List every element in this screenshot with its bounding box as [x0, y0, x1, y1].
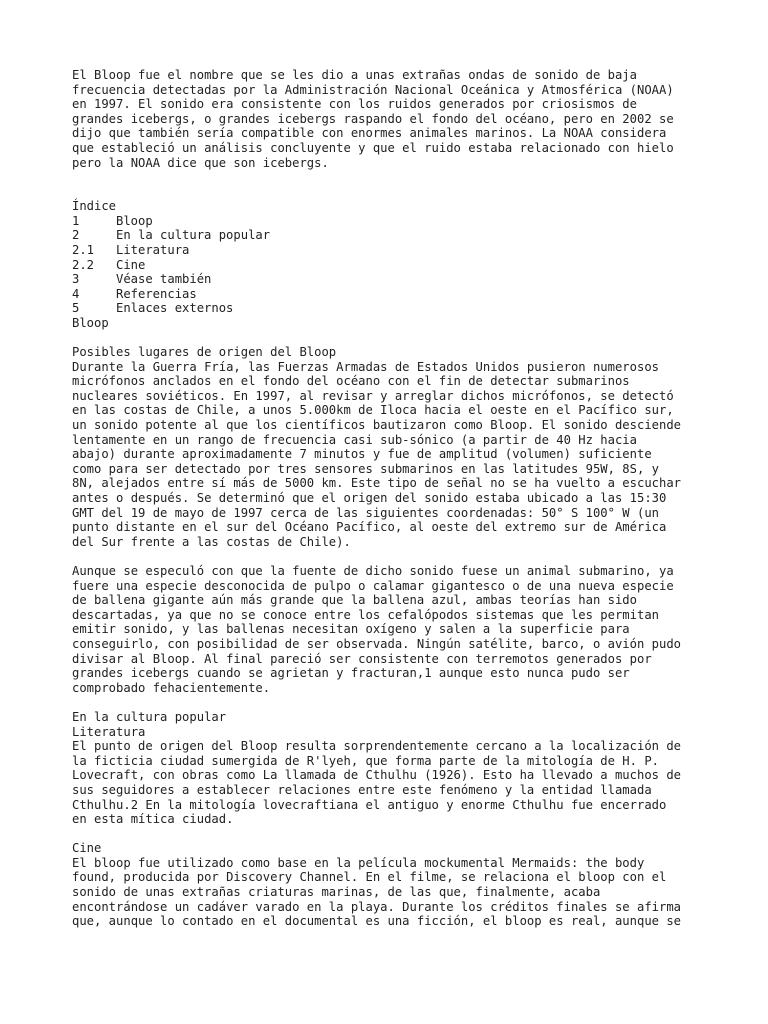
- text-line: un sonido potente al que los científicos bautizaron como Bloop. El sonido desciende: [72, 418, 682, 433]
- text-line: sonido de unas extrañas criaturas marinas, de las que, finalmente, acaba: [72, 885, 601, 900]
- cinema-paragraph: [72, 856, 712, 929]
- toc-item[interactable]: [72, 301, 712, 316]
- text-line: Durante la Guerra Fría, las Fuerzas Armadas de Estados Unidos pusieron numerosos: [72, 359, 659, 374]
- subsection-heading-literature: Literatura: [72, 724, 146, 739]
- text-line: micrófonos anclados en el fondo del océano con el fin de detectar submarinos: [72, 374, 630, 389]
- text-line: grandes icebergs cuando se agrietan y fracturan,1 aunque esto nunca pudo ser: [72, 666, 630, 681]
- toc-item-number: 2.1: [72, 242, 95, 257]
- text-line: GMT del 19 de mayo de 1997 cerca de las siguientes coordenadas: 50° S 100° W (un: [72, 505, 659, 520]
- origin-paragraph: [72, 360, 712, 550]
- text-line: lentamente en un rango de frecuencia casi sub-sónico (a partir de 40 Hz hacia: [72, 432, 637, 447]
- toc-item-number: 2: [72, 228, 80, 243]
- toc-item[interactable]: [72, 214, 712, 229]
- text-line: El bloop fue utilizado como base en la película mockumental Mermaids: the body: [72, 855, 645, 870]
- toc-item[interactable]: [72, 243, 712, 258]
- text-line: Cthulhu.2 En la mitología lovecraftiana el antiguo y enorme Cthulhu fue encerrado: [72, 797, 667, 812]
- toc-item[interactable]: [72, 258, 712, 273]
- speculation-paragraph: [72, 564, 712, 695]
- toc-item-label: Referencias: [116, 286, 197, 301]
- text-line: en 1997. El sonido era consistente con los ruidos generados por criosismos de: [72, 97, 637, 112]
- toc-item-label: Véase también: [116, 272, 212, 287]
- text-line: fuere una especie desconocida de pulpo o calamar gigantesco o de una nueva especie: [72, 578, 674, 593]
- section-heading-culture: En la cultura popular: [72, 709, 227, 724]
- text-line: la ficticia ciudad sumergida de R'lyeh, que forma parte de la mitología de H. P.: [72, 753, 659, 768]
- text-line: en esta mítica ciudad.: [72, 812, 234, 827]
- text-line: que, aunque lo contado en el documental es una ficción, el bloop es real, aunque se: [72, 914, 682, 929]
- text-line: de ballena gigante aún más grande que la ballena azul, ambas teorías han sido: [72, 593, 637, 608]
- subsection-heading-origin: Posibles lugares de origen del Bloop: [72, 345, 337, 360]
- text-line: El punto de origen del Bloop resulta sorprendentemente cercano a la localización de: [72, 739, 682, 754]
- text-line: descartadas, ya que no se conoce entre los cefalópodos sistemas que les permitan: [72, 607, 659, 622]
- text-line: comprobado fehacientemente.: [72, 680, 271, 695]
- text-line: punto distante en el sur del Océano Pacífico, al oeste del extremo sur de América: [72, 520, 667, 535]
- toc-item-label: Bloop: [116, 213, 153, 228]
- text-line: antes o después. Se determinó que el origen del sonido estaba ubicado a las 15:30: [72, 491, 667, 506]
- toc-item[interactable]: [72, 272, 712, 287]
- text-line: divisar al Bloop. Al final pareció ser consistente con terremotos generados por: [72, 651, 652, 666]
- text-line: frecuencia detectadas por la Administración Nacional Oceánica y Atmosférica (NOAA): [72, 82, 674, 97]
- text-line: abajo) durante aproximadamente 7 minutos y fue de amplitud (volumen) suficiente: [72, 447, 652, 462]
- toc-item[interactable]: [72, 287, 712, 302]
- toc-item-number: 3: [72, 272, 80, 287]
- text-line: El Bloop fue el nombre que se les dio a unas extrañas ondas de sonido de baja: [72, 68, 637, 82]
- toc-item-number: 1: [72, 213, 80, 228]
- toc-item-number: 4: [72, 286, 80, 301]
- text-line: nucleares soviéticos. En 1997, al revisar y arreglar dichos micrófonos, se detectó: [72, 388, 674, 403]
- text-line: Aunque se especuló con que la fuente de dicho sonido fuese un animal submarino, ya: [72, 564, 674, 578]
- toc-item-number: 5: [72, 301, 80, 316]
- literature-paragraph: [72, 739, 712, 827]
- text-line: Lovecraft, con obras como La llamada de Cthulhu (1926). Esto ha llevado a muchos de: [72, 768, 682, 783]
- text-line: del Sur frente a las costas de Chile).: [72, 534, 351, 549]
- toc-item[interactable]: [72, 228, 712, 243]
- text-line: como para ser detectado por tres sensores submarinos en las latitudes 95W, 8S, y: [72, 461, 659, 476]
- toc-title: Índice: [72, 199, 117, 214]
- text-line: found, producida por Discovery Channel. En el filme, se relaciona el bloop con el: [72, 870, 667, 885]
- text-line: que estableció un análisis concluyente y que el ruido estaba relacionado con hielo: [72, 140, 674, 155]
- text-line: en las costas de Chile, a unos 5.000km de Iloca hacia el oeste en el Pacífico sur,: [72, 403, 674, 418]
- toc-item-label: Enlaces externos: [116, 301, 234, 316]
- text-line: sus seguidores a establecer relaciones entre este fenómeno y la entidad llamada: [72, 782, 652, 797]
- toc-item-label: En la cultura popular: [116, 228, 271, 243]
- toc-item-label: Literatura: [116, 242, 190, 257]
- table-of-contents: [72, 199, 712, 316]
- text-line: emitir sonido, y las ballenas necesitan oxígeno y salen a la superficie para: [72, 622, 630, 637]
- toc-item-label: Cine: [116, 257, 146, 272]
- subsection-heading-cinema: Cine: [72, 841, 102, 856]
- text-line: pero la NOAA dice que son icebergs.: [72, 155, 329, 170]
- text-line: dijo que también sería compatible con enormes animales marinos. La NOAA considera: [72, 126, 667, 141]
- section-heading-bloop: Bloop: [72, 315, 109, 330]
- text-line: 8N, alejados entre sí más de 5000 km. Este tipo de señal no se ha vuelto a escuchar: [72, 476, 682, 491]
- intro-paragraph: [72, 68, 712, 170]
- text-line: grandes icebergs, o grandes icebergs raspando el fondo del océano, pero en 2002 se: [72, 111, 674, 126]
- text-line: conseguirlo, con posibilidad de ser observada. Ningún satélite, barco, o avión pudo: [72, 636, 682, 651]
- text-line: encontrándose un cadáver varado en la playa. Durante los créditos finales se afirma: [72, 899, 682, 914]
- toc-item-number: 2.2: [72, 257, 95, 272]
- document-body: [72, 68, 712, 929]
